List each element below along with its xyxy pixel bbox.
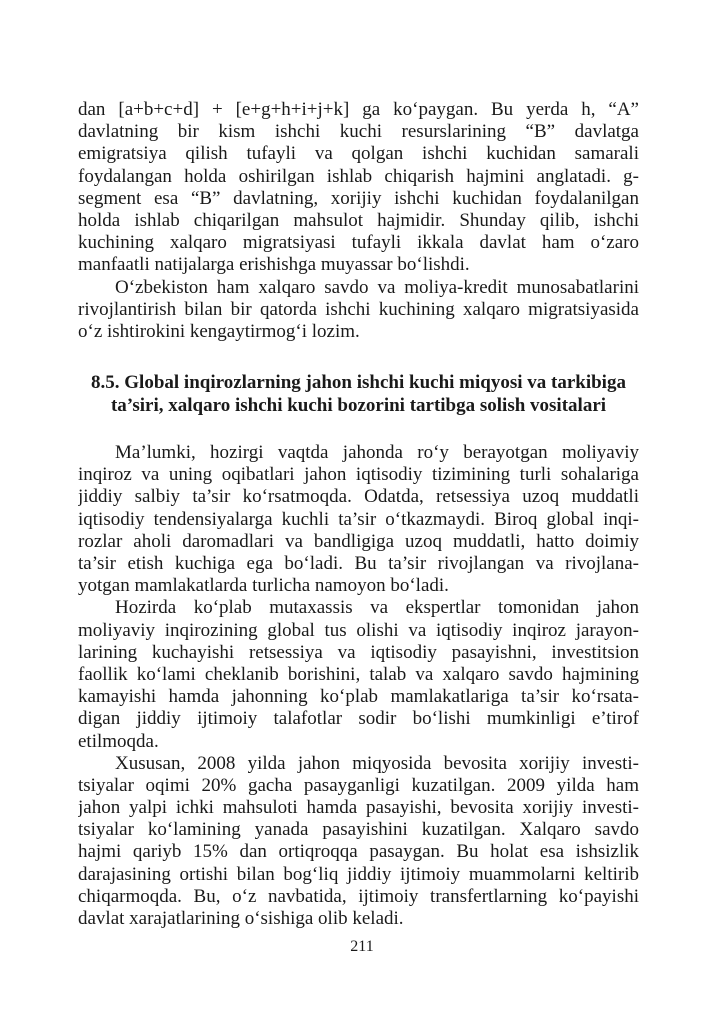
text-block-bottom [78, 442, 639, 930]
paragraph [78, 99, 639, 277]
text-line: jahon yalpi ichki mahsuloti hamda pasayishi, bevosita xorijiy investi- [78, 797, 639, 819]
paragraph [78, 753, 639, 931]
text-line: Xususan, 2008 yilda jahon miqyosida bevosita xorijiy investi- [115, 752, 639, 774]
text-line: moliyaviy inqirozining global tus olishi va iqtisodiy inqiroz jarayon- [78, 619, 639, 641]
text-line: O‘zbekiston ham xalqaro savdo va moliya-kredit munosabatlarini [115, 276, 639, 298]
text-line: larining kuchayishi retsessiya va iqtisodiy pasayishni, investitsion [78, 641, 639, 663]
page-body [78, 99, 639, 930]
text-line: tsiyalar ko‘lamining yanada pasayishini kuzatilgan. Xalqaro savdo [78, 819, 639, 841]
text-line: faollik ko‘lami cheklanib borishini, talab va xalqaro savdo hajmining [78, 663, 639, 685]
paragraph [78, 442, 639, 597]
text-line: chiqarmoqda. Bu, o‘z navbatida, ijtimoiy transfertlarning ko‘payishi [78, 885, 639, 907]
text-line: manfaatli natijalarga erishishga muyassar bo‘lishdi. [78, 254, 470, 276]
text-line: kuchining xalqaro migratsiyasi tufayli ikkala davlat ham o‘zaro [78, 232, 639, 254]
text-line: davlat xarajatlarining o‘sishiga olib keladi. [78, 908, 404, 929]
section-heading-line-2: ta’siri, xalqaro ishchi kuchi bozorini tartibga solish vositalari [110, 394, 607, 416]
text-line: inqiroz va uning oqibatlari jahon iqtisodiy tizimining turli sohalariga [78, 464, 639, 486]
text-line: yotgan mamlakatlarda turlicha namoyon bo‘ladi. [78, 575, 449, 597]
text-line: Ma’lumki, hozirgi vaqtda jahonda ro‘y berayotgan moliyaviy [115, 442, 639, 464]
text-block-top [78, 99, 639, 343]
text-line: digan jiddiy ijtimoiy talafotlar sodir bo‘lishi mumkinligi e’tirof [78, 708, 639, 730]
section-heading-line-1: 8.5. Global inqirozlarning jahon ishchi kuchi miqyosi va tarkibiga [91, 372, 626, 394]
text-line: etilmoqda. [78, 730, 159, 752]
text-line: rivojlantirish bilan bir qatorda ishchi kuchining xalqaro migratsiyasida [78, 298, 639, 320]
text-line: holda ishlab chiqarilgan mahsulot hajmidir. Shunday qilib, ishchi [78, 209, 639, 231]
text-line: jiddiy salbiy ta’sir ko‘rsatmoqda. Odatda, retsessiya uzoq muddatli [78, 486, 639, 508]
text-line: tsiyalar oqimi 20% gacha pasayganligi kuzatilgan. 2009 yilda ham [78, 774, 639, 796]
text-line: rozlar aholi daromadlari va bandligiga uzoq muddatli, hatto doimiy [78, 530, 639, 552]
text-line: dan [a+b+c+d] + [e+g+h+i+j+k] ga ko‘paygan. Bu yerda h, “A” [78, 99, 639, 120]
text-line: ta’sir etish kuchiga ega bo‘ladi. Bu ta’sir rivojlangan va rivojlana- [78, 553, 639, 574]
text-line: kamayishi hamda jahonning ko‘plab mamlakatlariga ta’sir ko‘rsata- [78, 686, 639, 708]
paragraph [78, 277, 639, 344]
text-line: emigratsiya qilish tufayli va qolgan ishchi kuchidan samarali [78, 143, 639, 165]
text-line: hajmi qariyb 15% dan ortiqroqqa pasaygan. Bu holat esa ishsizlik [78, 841, 639, 863]
text-line: darajasining ortishi bilan bog‘liq jiddiy ijtimoiy muammolarni keltirib [78, 863, 639, 885]
text-line: iqtisodiy tendensiyalarga kuchli ta’sir o‘tkazmaydi. Biroq global inqi- [78, 508, 639, 530]
paragraph [78, 597, 639, 752]
text-line: o‘z ishtirokini kengaytirmog‘i lozim. [78, 320, 360, 342]
section-heading [78, 372, 639, 417]
text-line: davlatning bir kism ishchi kuchi resurslarining “B” davlatga [78, 121, 639, 143]
text-line: Hozirda ko‘plab mutaxassis va ekspertlar tomonidan jahon [115, 597, 639, 619]
text-line: foydalangan holda oshirilgan ishlab chiqarish hajmini anglatadi. g- [78, 165, 639, 187]
text-line: segment esa “B” davlatning, xorijiy ishchi kuchidan foydalanilgan [78, 187, 639, 209]
page-number: 211 [350, 938, 374, 955]
